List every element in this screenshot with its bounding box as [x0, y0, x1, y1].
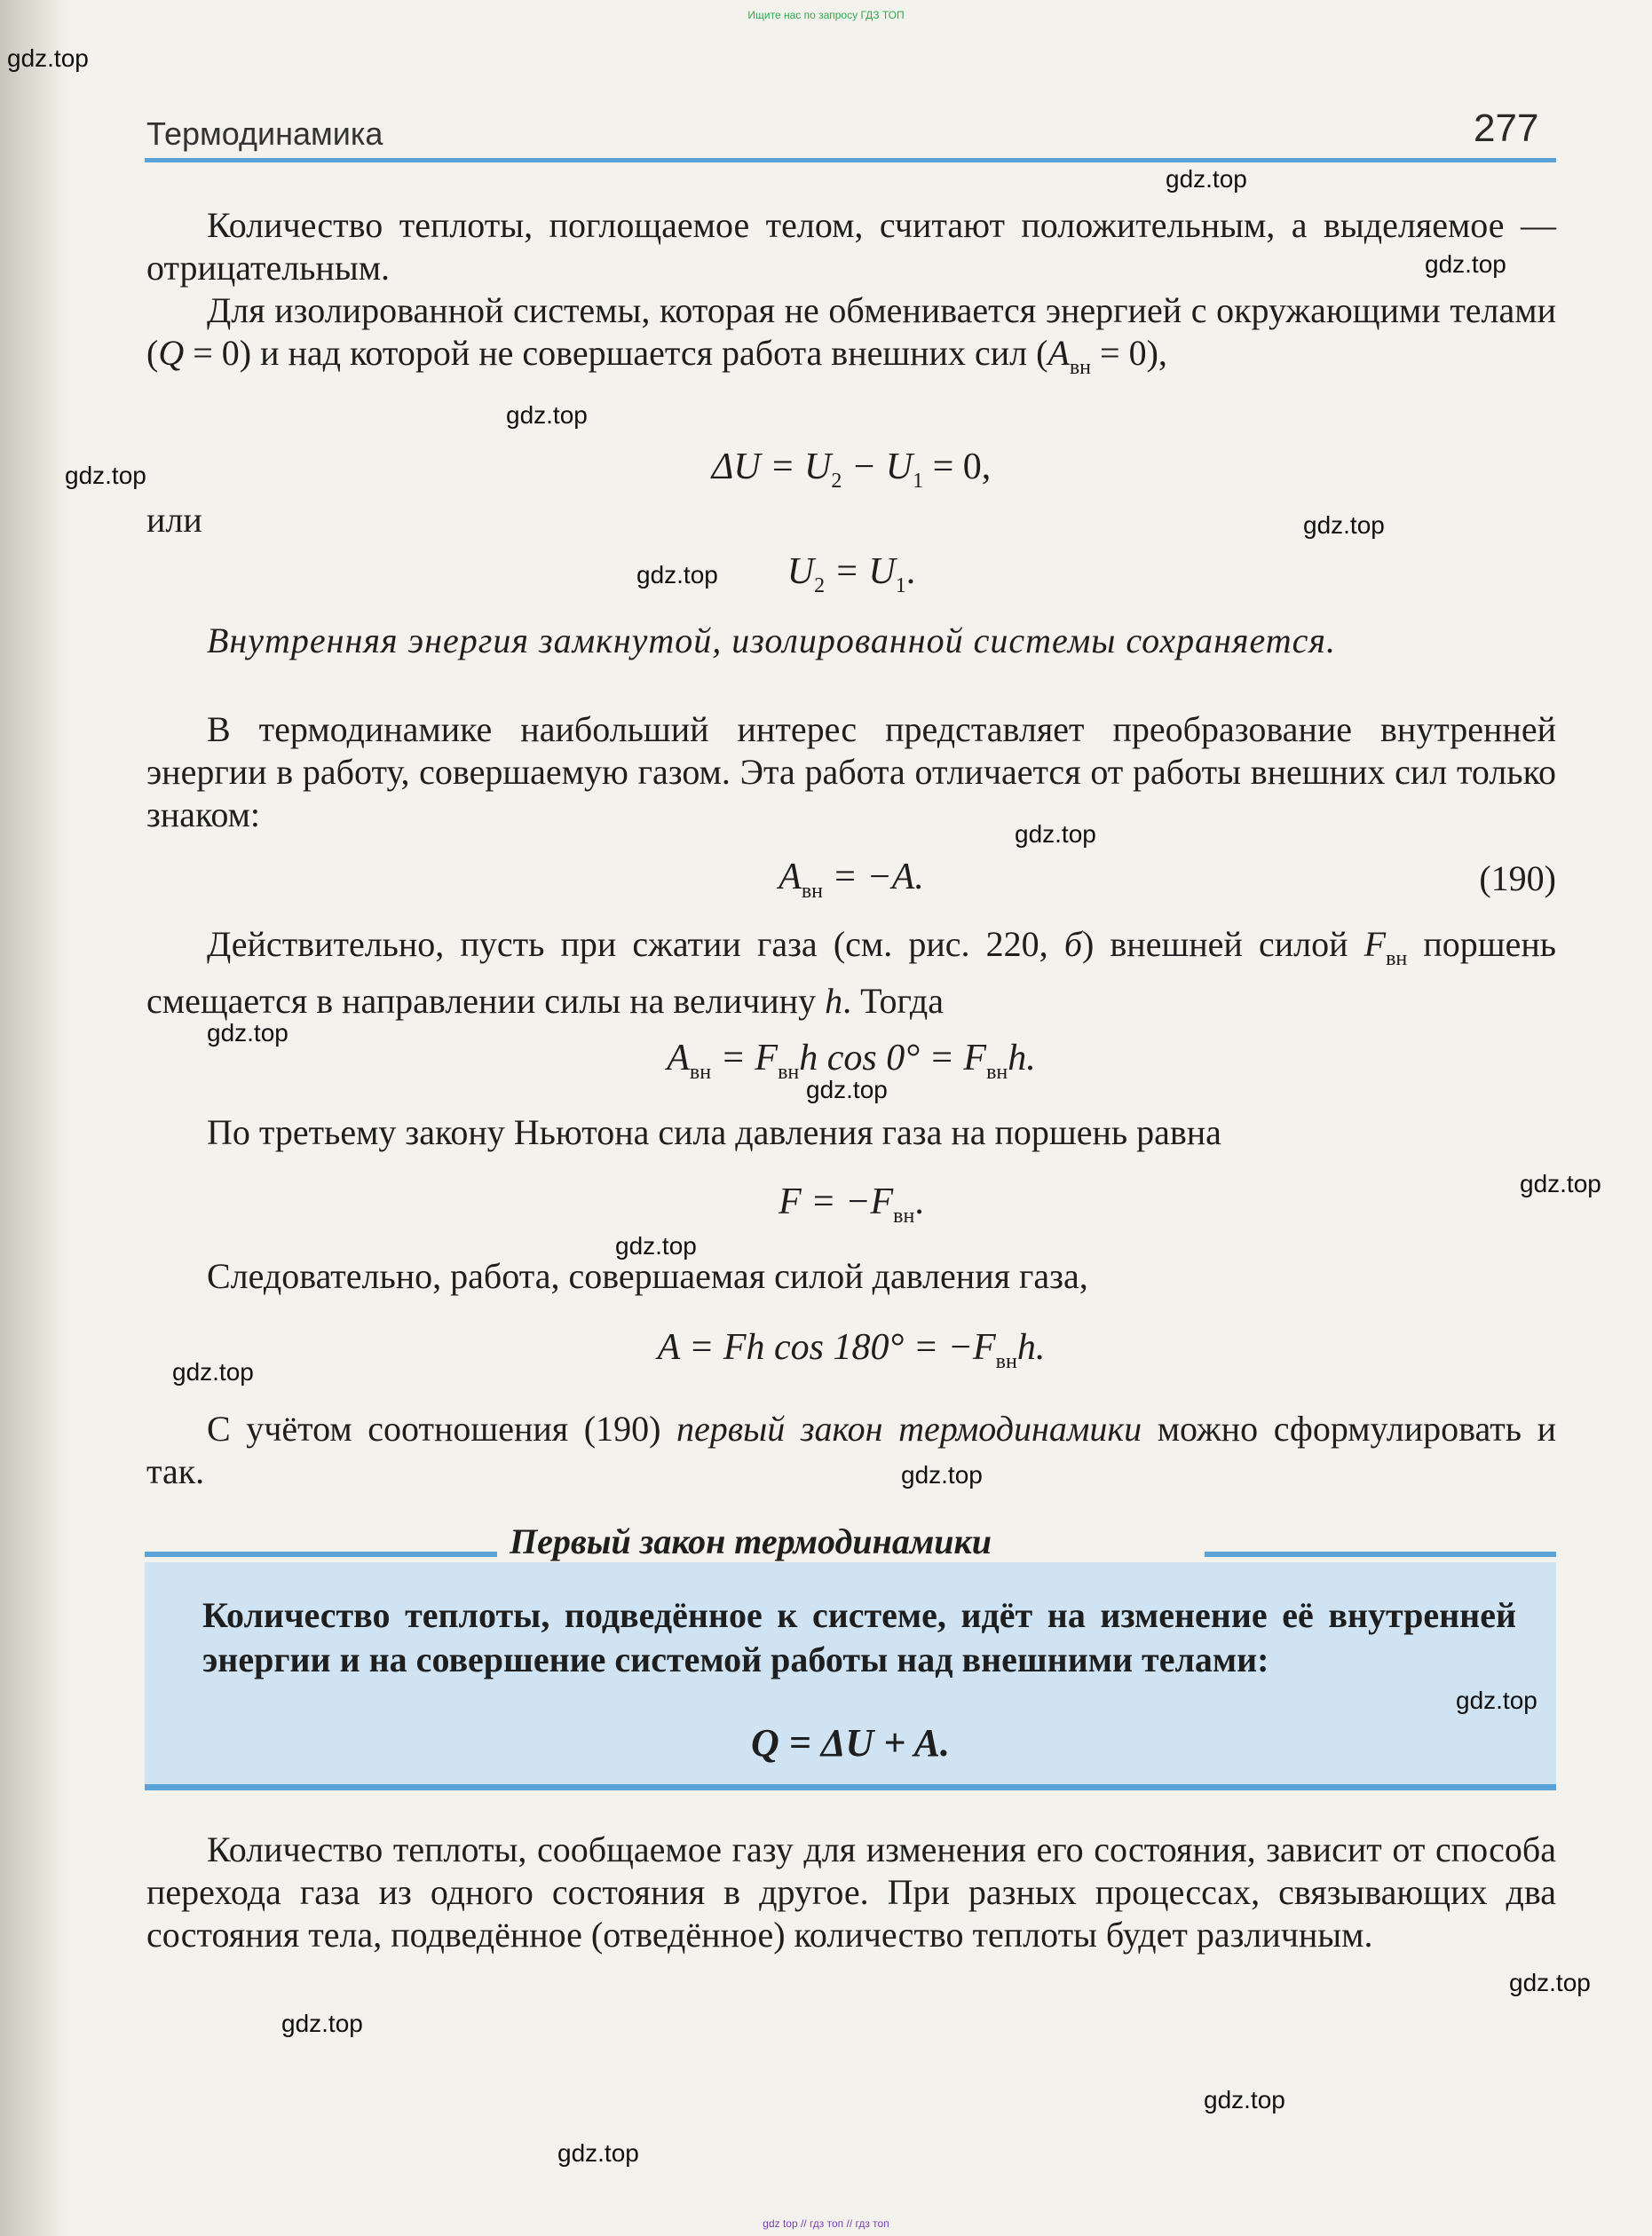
watermark: gdz.top — [506, 401, 588, 429]
equation-gas-work: A = Fh $\cos 180^\circ = -F_{вн}h$. — [657, 1327, 1046, 1373]
watermark: gdz.top — [636, 561, 718, 589]
watermark: gdz.top — [1456, 1687, 1537, 1714]
watermark: gdz.top — [65, 462, 146, 489]
law-title-rule-left — [145, 1552, 500, 1557]
paragraph-heat-path-dependence: Количество теплоты, сообщаемое газу для изменения его состояния, зависит от способа перехода газа из одного состояния в другое. При разных процессах, связывающих два состояния тела, подведённое (отведённое) количество теплоты будет различным. — [146, 1829, 1556, 1955]
paragraph-energy-to-work: В термодинамике наибольший интерес представляет преобразование внутренней энергии в работу, совершаемую газом. Эта работа отличается от работы внешних сил только знаком: — [146, 709, 1556, 834]
watermark: gdz.top — [1520, 1170, 1601, 1197]
equation-delta-u-zero: $\Delta U = U_2 - U_1 = 0$, — [711, 446, 992, 493]
paragraph-heat-sign: Количество теплоты, поглощаемое телом, считают положительным, а выделяемое — отрицательным. — [146, 205, 1556, 288]
watermark: gdz.top — [806, 1076, 888, 1103]
law-title-rule-right — [1205, 1552, 1556, 1557]
equation-u2-equals-u1: $U_2 = U_1$. — [786, 551, 916, 597]
paragraph-consequently: Следовательно, работа, совершаемая силой давления газа, — [207, 1256, 1088, 1296]
watermark: gdz.top — [1303, 511, 1385, 539]
watermark: gdz.top — [615, 1232, 697, 1260]
watermark: gdz.top — [1166, 165, 1247, 193]
watermark: gdz.top — [1509, 1969, 1591, 1996]
italic-conservation-statement: Внутренняя энергия замкнутой, изолированной системы сохраняется. — [207, 620, 1336, 660]
top-banner[interactable]: Ищите нас по запросу ГДЗ ТОП — [747, 9, 905, 21]
watermark: gdz.top — [1015, 820, 1096, 848]
book-spine-shadow — [0, 0, 69, 2236]
bottom-banner[interactable]: gdz top // гдз топ // гдз топ — [763, 2217, 889, 2230]
paragraph-isolated-system: Для изолированной системы, которая не обменивается энергией с окружающими телами (Q = 0) и над которой не совершается работа внешних сил $(A_{вн} = 0)$, — [146, 290, 1556, 379]
watermark: gdz.top — [1204, 2086, 1285, 2114]
watermark: gdz.top — [281, 2010, 363, 2037]
header-rule — [145, 158, 1556, 162]
word-or: или — [146, 500, 202, 540]
section-header-title: Термодинамика — [146, 115, 383, 152]
equation-190: $A_{вн} = -A$. — [779, 857, 924, 903]
paragraph-first-law-intro: С учётом соотношения (190) первый закон термодинамики можно сформулировать и так. — [146, 1409, 1556, 1491]
first-law-box-bottom-rule — [145, 1784, 1556, 1790]
paragraph-compression: Действительно, пусть при сжатии газа (см. рис. 220, б) внешней силой $F_{вн}$ поршень смещается в направлении силы на величину h. Тогда — [146, 924, 1557, 1021]
watermark: gdz.top — [901, 1461, 983, 1489]
equation-force-balance: $F = -F_{вн}$. — [779, 1181, 924, 1228]
equation-work-external: $A_{вн} = F_{вн}h$ $\cos 0^\circ = F_{вн}h$. — [667, 1038, 1036, 1084]
page-number: 277 — [1474, 107, 1539, 150]
watermark: gdz.top — [207, 1019, 289, 1047]
first-law-formula: Q = ΔU + A. — [751, 1721, 950, 1765]
first-law-title: Первый закон термодинамики — [497, 1521, 1004, 1562]
watermark: gdz.top — [172, 1358, 254, 1386]
first-law-text: Количество теплоты, подведённое к системе, идёт на изменение её внутренней энергии и на совершение системой работы над внешними телами: — [202, 1595, 1516, 1679]
equation-number-190: (190) — [1479, 858, 1556, 898]
watermark: gdz.top — [7, 44, 89, 72]
watermark: gdz.top — [1425, 250, 1506, 278]
paragraph-newton-third-law: По третьему закону Ньютона сила давления газа на поршень равна — [207, 1112, 1221, 1152]
watermark: gdz.top — [557, 2139, 639, 2167]
